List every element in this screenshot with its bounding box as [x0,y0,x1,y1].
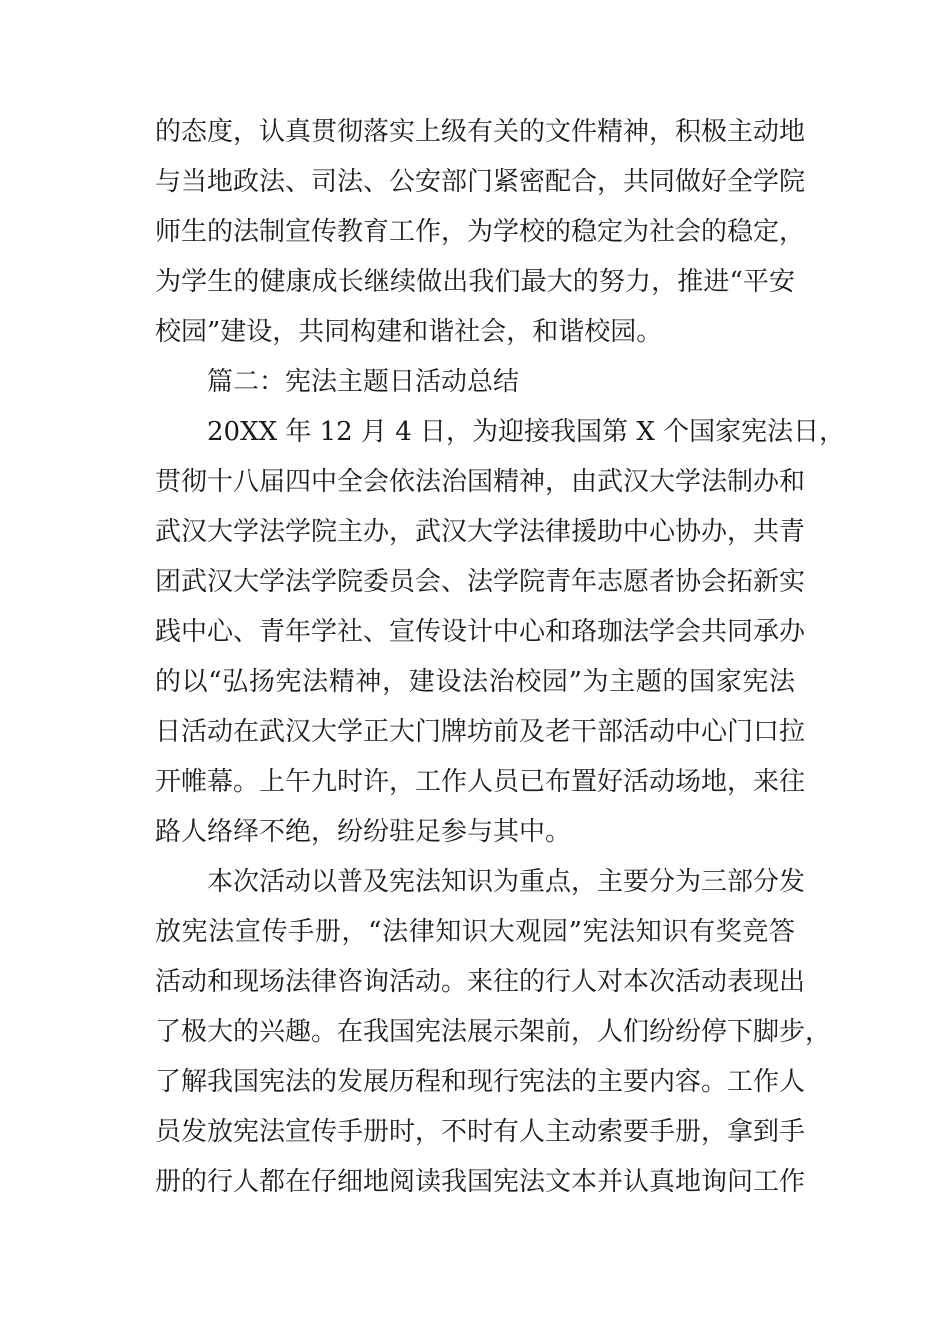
text-line: 活动和现场法律咨询活动。来往的行人对本次活动表现出 [155,967,806,997]
text-line: 校园”建设，共同构建和谐社会，和谐校园。 [155,317,663,347]
text-line: 武汉大学法学院主办，武汉大学法律援助中心协办，共青 [155,517,806,547]
text-line: 本次活动以普及宪法知识为重点，主要分为三部分发 [207,867,806,897]
text-line: 团武汉大学法学院委员会、法学院青年志愿者协会拓新实 [155,567,806,597]
text-line: 日活动在武汉大学正大门牌坊前及老干部活动中心门口拉 [155,717,806,747]
text-line: 路人络绎不绝，纷纷驻足参与其中。 [155,817,572,847]
text-line: 了解我国宪法的发展历程和现行宪法的主要内容。工作人 [155,1067,806,1097]
text-line: 20XX 年 12 月 4 日，为迎接我国第 X 个国家宪法日， [207,417,846,447]
text-line: 贯彻十八届四中全会依法治国精神，由武汉大学法制办和 [155,467,806,497]
text-line: 放宪法宣传手册，“法律知识大观园”宪法知识有奖竞答 [155,917,795,947]
text-line: 践中心、青年学社、宣传设计中心和珞珈法学会共同承办 [155,617,806,647]
text-line: 员发放宪法宣传手册时，不时有人主动索要手册，拿到手 [155,1117,806,1147]
section-heading: 篇二：宪法主题日活动总结 [207,367,520,397]
text-line: 与当地政法、司法、公安部门紧密配合，共同做好全学院 [155,167,806,197]
text-line: 了极大的兴趣。在我国宪法展示架前，人们纷纷停下脚步， [155,1017,832,1047]
text-line: 师生的法制宣传教育工作，为学校的稳定为社会的稳定， [155,217,806,247]
text-line: 的态度，认真贯彻落实上级有关的文件精神，积极主动地 [155,117,806,147]
text-line: 开帷幕。上午九时许，工作人员已布置好活动场地，来往 [155,767,806,797]
text-line: 为学生的健康成长继续做出我们最大的努力，推进“平安 [155,267,795,297]
text-line: 册的行人都在仔细地阅读我国宪法文本并认真地询问工作 [155,1167,806,1197]
text-line: 的以“弘扬宪法精神，建设法治校园”为主题的国家宪法 [155,667,795,697]
